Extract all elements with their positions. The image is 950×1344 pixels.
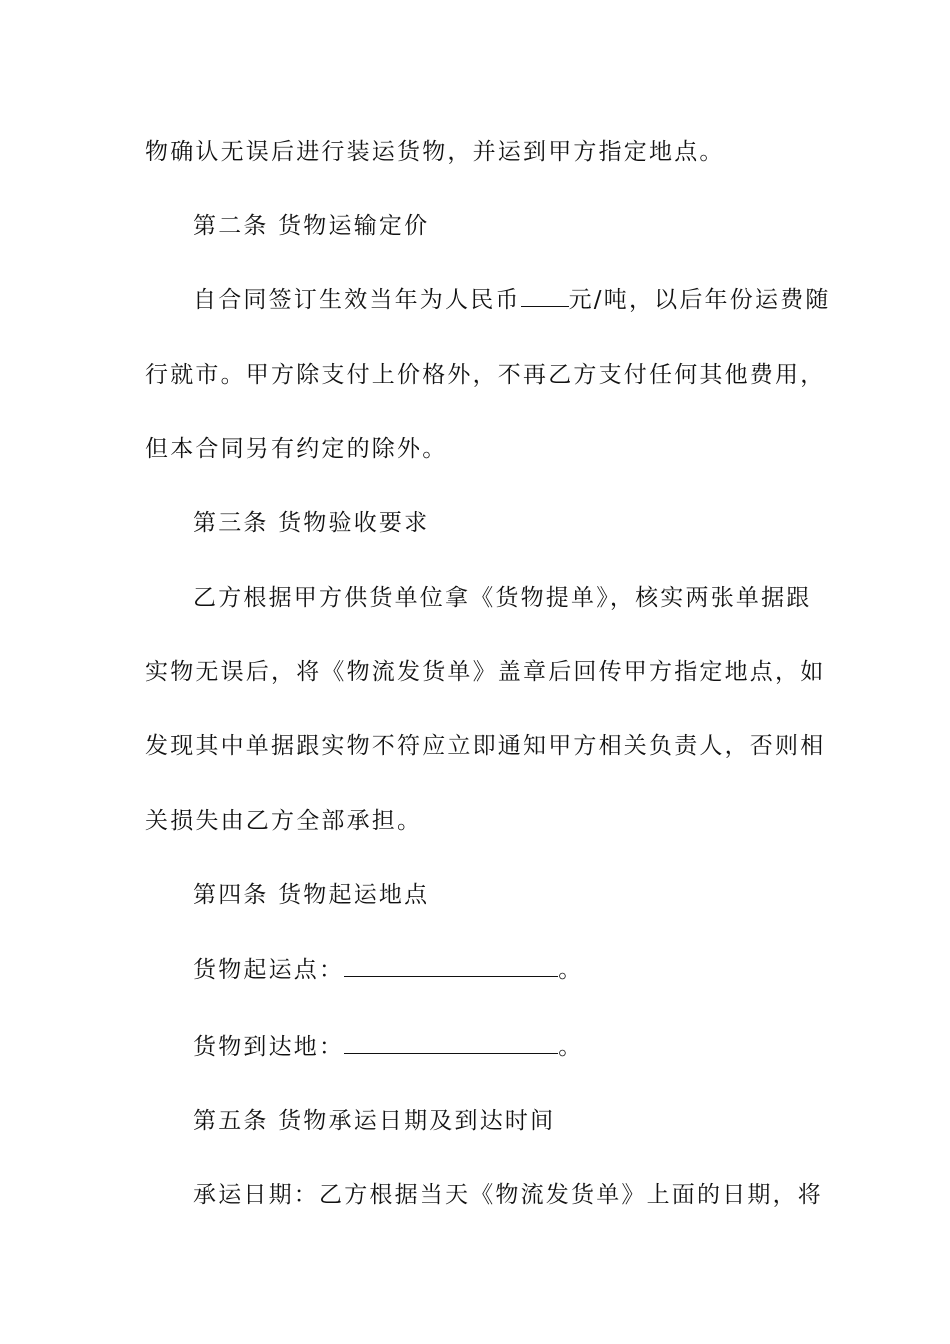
- text-line: 自合同签订生效当年为人民币: [193, 287, 521, 313]
- text-line: 行就市。甲方除支付上价格外，不再乙方支付任何其他费用，: [145, 362, 826, 388]
- section-heading: [193, 211, 805, 241]
- destination-label: 货物到达地：: [193, 1034, 345, 1060]
- paragraph-line: [193, 583, 812, 613]
- paragraph-line: [145, 434, 805, 464]
- heading-text: 第四条 货物起运地点: [193, 882, 430, 908]
- origin-label: 货物起运点：: [193, 957, 345, 983]
- text-line: 。: [558, 957, 584, 983]
- destination-blank[interactable]: [344, 1033, 558, 1054]
- paragraph-line: [193, 285, 831, 315]
- origin-line: [193, 955, 805, 985]
- text-line: 物确认无误后进行装运货物，并运到甲方指定地点。: [145, 139, 725, 165]
- section-heading: [193, 1106, 805, 1136]
- text-line: 发现其中单据跟实物不符应立即通知甲方相关负责人，否则相: [145, 733, 826, 759]
- text-line: 关损失由乙方全部承担。: [145, 808, 423, 834]
- heading-text: 第五条 货物承运日期及到达时间: [193, 1108, 556, 1134]
- origin-blank[interactable]: [344, 956, 558, 977]
- price-blank[interactable]: [521, 286, 569, 307]
- heading-text: 第二条 货物运输定价: [193, 213, 430, 239]
- paragraph-line: [193, 1180, 823, 1210]
- section-heading: [193, 880, 805, 910]
- text-line: 元/吨，以后年份运费随: [568, 287, 831, 313]
- text-line: 实物无误后，将《物流发货单》盖章后回传甲方指定地点，如: [145, 659, 826, 685]
- destination-line: [193, 1032, 805, 1062]
- paragraph-line: [145, 360, 826, 390]
- paragraph-line: [145, 137, 805, 167]
- paragraph-line: [145, 657, 826, 687]
- paragraph-line: [145, 731, 826, 761]
- text-line: 承运日期：乙方根据当天《物流发货单》上面的日期，将: [193, 1182, 823, 1208]
- text-line: 但本合同另有约定的除外。: [145, 436, 448, 462]
- heading-text: 第三条 货物验收要求: [193, 510, 430, 536]
- paragraph-line: [145, 806, 805, 836]
- text-line: 乙方根据甲方供货单位拿《货物提单》，核实两张单据跟: [193, 585, 812, 611]
- section-heading: [193, 508, 805, 538]
- text-line: 。: [558, 1034, 584, 1060]
